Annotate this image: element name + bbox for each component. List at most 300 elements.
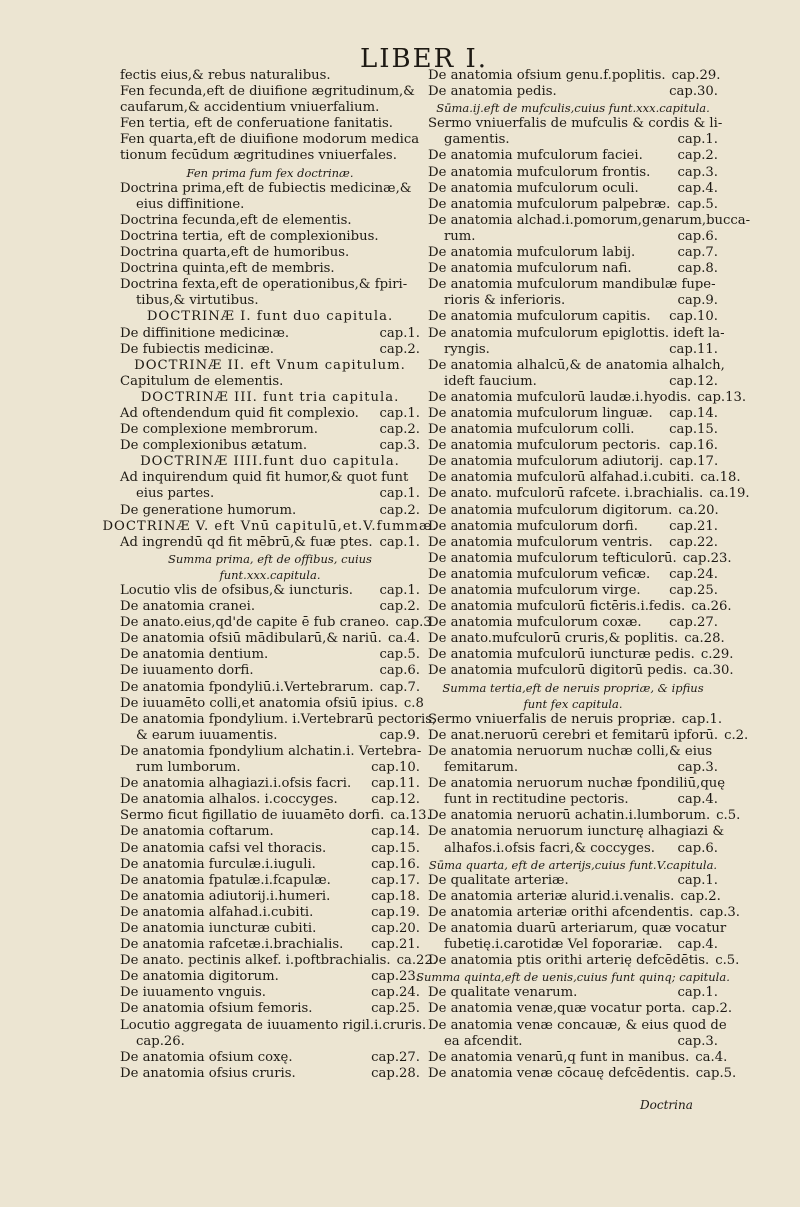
toc-entry-text: De anatomia coftarum. — [120, 824, 274, 840]
chapter-ref: ca.30. — [693, 663, 734, 679]
toc-entry-text: Locutio vlis de ofsibus,& iuncturis. — [120, 583, 354, 598]
toc-entry-text: De anatomia alfahad.i.cubiti. — [120, 904, 314, 920]
toc-line — [120, 486, 420, 502]
toc-line — [120, 197, 420, 213]
chapter-ref: ca.13. — [390, 808, 431, 824]
chapter-ref: cap.3. — [677, 1033, 718, 1049]
toc-entry-text: De anatomia iuncturæ cubiti. — [120, 920, 317, 936]
toc-entry-text: De anatomia furculæ.i.iuguli. — [120, 856, 316, 872]
toc-line — [428, 953, 740, 969]
chapter-ref: cap.27. — [371, 1049, 420, 1065]
toc-line — [428, 229, 718, 245]
toc-entry-text: cap.26. — [136, 1033, 185, 1049]
chapter-ref: cap.24. — [669, 566, 718, 582]
chapter-ref: cap.10. — [371, 760, 420, 776]
chapter-ref: cap.15. — [669, 422, 718, 438]
toc-entry-text: alhafos.i.ofsis facri,& coccyges. — [444, 840, 655, 856]
toc-entry-text: De anatomia mufculorum veficæ. — [428, 566, 651, 582]
chapter-ref: cap.8. — [677, 261, 718, 277]
chapter-ref: cap.3. — [677, 760, 718, 776]
toc-entry-text: Summa quinta,eft de uenis,cuius funt quinq; capitula. — [416, 970, 730, 985]
toc-entry-text: ideft faucium. — [444, 373, 537, 389]
chapter-ref: cap.17. — [669, 454, 719, 470]
toc-entry-text: De complexionibus ætatum. — [120, 438, 308, 454]
toc-line — [120, 873, 420, 889]
toc-line — [120, 680, 420, 696]
toc-entry-text: De anatomia mufculorum adiutorij. — [428, 454, 664, 470]
chapter-ref: cap.21. — [669, 518, 718, 534]
toc-entry-text: De anatomia mufculorū digitorū pedis. — [428, 663, 688, 679]
toc-line — [120, 358, 420, 374]
toc-entry-text: De anatomia mufculorum coxæ. — [428, 615, 642, 631]
chapter-ref: c.2. — [724, 727, 749, 743]
toc-line — [428, 357, 725, 374]
chapter-ref: cap.1. — [677, 985, 718, 1001]
toc-entry-text: Sermo ficut figillatio de iuuamēto dorfi. — [120, 808, 385, 824]
toc-entry-text: DOCTRINÆ V. eft Vnū capitulū,et.V.fummæ. — [102, 518, 438, 534]
toc-line — [102, 518, 438, 535]
toc-line — [120, 132, 420, 148]
toc-line — [428, 519, 718, 535]
toc-line — [120, 277, 420, 293]
chapter-ref: ca.19. — [709, 486, 750, 502]
toc-entry-text: De anatomia arteriæ orithi afcendentis. — [428, 904, 694, 920]
chapter-ref: ca.4. — [387, 631, 420, 647]
toc-line — [120, 293, 420, 309]
toc-line — [428, 212, 751, 229]
toc-line — [120, 68, 420, 84]
chapter-ref: cap.12. — [669, 373, 718, 389]
toc-line — [428, 808, 741, 824]
toc-line — [120, 503, 420, 519]
toc-line — [428, 84, 718, 100]
chapter-ref: cap.2. — [680, 888, 721, 904]
toc-entry-text: tibus,& virtutibus. — [136, 293, 259, 309]
chapter-ref: cap.2. — [379, 502, 420, 518]
toc-entry-text: De anatomia venæ cōcauę defcēdentis. — [428, 1065, 690, 1081]
toc-entry-text: De anatomia mufculorum labij. — [428, 245, 636, 261]
toc-line — [428, 1065, 737, 1082]
toc-entry-text: De anatomia ofsius cruris. — [120, 1065, 296, 1081]
toc-entry-text: De anatomia ofsiū mādibularū,& nariū. — [120, 631, 382, 647]
chapter-ref: cap.2. — [379, 599, 420, 615]
chapter-ref: c.8 — [403, 695, 424, 711]
toc-line — [120, 599, 420, 615]
toc-entry-text: De anato.eius,qd'de capite ē fub craneo. — [120, 615, 390, 631]
chapter-ref: cap.2. — [691, 1001, 733, 1017]
toc-line — [120, 116, 420, 132]
toc-line — [120, 776, 420, 792]
toc-entry-text: De anato.mufculorū cruris,& poplitis. — [428, 631, 679, 647]
toc-line — [428, 181, 718, 197]
toc-line — [428, 904, 740, 921]
chapter-ref: cap.1. — [379, 534, 420, 550]
toc-entry-text: De anatomia mufculorū laudæ.i.hyodis. — [428, 389, 692, 405]
toc-entry-text: De anatomia fpatulæ.i.fcapulæ. — [120, 872, 331, 888]
toc-line — [120, 1050, 420, 1066]
toc-line — [120, 309, 420, 325]
toc-entry-text: funt fex capitula. — [523, 696, 623, 711]
toc-entry-text: De anatomia venæ concauæ, & eius quod de — [428, 1017, 727, 1033]
toc-entry-text: De anatomia mufculorum frontis. — [428, 164, 651, 180]
toc-entry-text: Doctrina tertia, eft de complexionibus. — [120, 228, 379, 244]
chapter-ref: cap.11. — [669, 341, 718, 357]
toc-entry-text: Summa tertia,eft de neruis propriæ, & ipfius — [442, 680, 704, 695]
toc-line — [120, 84, 420, 100]
toc-entry-text: De anatomia alchad.i.pomorum,genarum,bucca- — [428, 212, 751, 228]
toc-entry-text: fectis eius,& rebus naturalibus. — [120, 68, 331, 83]
toc-entry-text: De qualitate venarum. — [428, 985, 578, 1001]
toc-line — [428, 454, 718, 470]
toc-entry-text: ea afcendit. — [444, 1033, 523, 1049]
toc-line — [120, 711, 437, 728]
toc-entry-text: De anatomia neruorum nuchæ colli,& eius — [428, 743, 713, 759]
toc-line — [428, 920, 727, 937]
toc-line — [428, 374, 718, 390]
toc-line — [120, 841, 420, 857]
toc-line — [120, 261, 420, 277]
toc-entry-text: De anatomia mufculorum nafi. — [428, 261, 632, 277]
toc-entry-text: De anatomia fpondyliū.i.Vertebrarum. — [120, 679, 374, 695]
toc-line — [428, 293, 718, 309]
toc-entry-text: De anatomia alhalcū,& de anatomia alhalch, — [428, 357, 725, 373]
toc-line — [428, 599, 732, 615]
toc-entry-text: femitarum. — [444, 760, 519, 776]
chapter-ref: cap.4. — [677, 180, 718, 196]
toc-entry-text: De anatomia mufculorū alfahad.i.cubiti. — [428, 470, 695, 486]
toc-line — [120, 969, 420, 985]
toc-line — [120, 1017, 427, 1034]
toc-entry-text: De diffinitione medicinæ. — [120, 325, 290, 341]
toc-entry-text: De anato. pectinis alkef. i.poftbrachialis. — [120, 953, 391, 969]
toc-entry-text: De anatomia cafsi vel thoracis. — [120, 840, 327, 856]
chapter-ref: ca.28. — [684, 631, 725, 647]
toc-entry-text: Locutio aggregata de iuuamento rigil.i.cruris. — [120, 1017, 427, 1033]
toc-entry-text: De anatomia neruorum nuchæ fpondiliū,quę — [428, 776, 726, 792]
toc-entry-text: eius partes. — [136, 486, 215, 502]
toc-entry-text: Doctrina prima,eft de fubiectis medicinæ,& — [120, 180, 412, 196]
chapter-ref: cap.10. — [669, 309, 718, 325]
chapter-ref: cap.28. — [371, 1065, 420, 1081]
toc-line — [428, 470, 741, 486]
toc-entry-text: De anatomia alhagiazi.i.ofsis facri. — [120, 776, 352, 792]
toc-entry-text: De anatomia mufculorum linguæ. — [428, 405, 653, 421]
toc-line — [428, 503, 718, 519]
chapter-ref: cap.17. — [371, 872, 420, 888]
toc-line — [120, 937, 420, 953]
toc-line — [428, 696, 718, 712]
toc-line — [428, 325, 725, 342]
toc-line — [120, 181, 420, 197]
toc-line — [120, 744, 420, 760]
toc-line — [428, 776, 726, 792]
toc-line — [120, 631, 420, 647]
chapter-ref: cap.22. — [669, 534, 718, 550]
toc-line — [428, 100, 718, 116]
toc-entry-text: De anatomia venæ,quæ vocatur porta. — [428, 1001, 686, 1017]
toc-entry-text: DOCTRINÆ III. funt tria capitula. — [140, 389, 400, 405]
chapter-ref: cap.12. — [371, 792, 420, 808]
left-column — [102, 68, 438, 1082]
toc-entry-text: De anatomia mufculorum palpebræ. — [428, 196, 671, 212]
chapter-ref: ca.4. — [695, 1049, 728, 1065]
toc-line — [428, 277, 718, 293]
toc-line — [120, 422, 420, 438]
toc-line — [120, 100, 420, 116]
chapter-ref: cap.5. — [695, 1065, 737, 1081]
toc-entry-text: De anatomia ofsium femoris. — [120, 1001, 313, 1017]
toc-entry-text: De anatomia fpondylium alchatin.i. Vertebra- — [120, 743, 422, 759]
toc-line — [428, 567, 718, 583]
toc-entry-text: De complexione membrorum. — [120, 422, 318, 438]
toc-entry-text: De anatomia rafcetæ.i.brachialis. — [120, 937, 344, 953]
toc-line — [120, 245, 420, 261]
toc-line — [120, 567, 420, 583]
toc-entry-text: De anatomia dentium. — [120, 647, 269, 663]
toc-entry-text: De anato. mufculorū rafcete. i.brachialis. — [428, 486, 704, 502]
toc-entry-text: De anatomia arteriæ alurid.i.venalis. — [428, 888, 675, 904]
toc-entry-text: De anatomia mufculorum ventris. — [428, 534, 653, 550]
chapter-ref: cap.1. — [379, 486, 420, 502]
toc-entry-text: Summa prima, eft de offibus, cuius — [168, 551, 372, 566]
toc-line — [428, 261, 718, 277]
toc-entry-text: De anatomia mufculorum virge. — [428, 583, 641, 598]
chapter-ref: c.5. — [715, 953, 740, 969]
chapter-ref: ca.18. — [700, 470, 741, 486]
toc-line — [120, 390, 420, 406]
toc-entry-text: DOCTRINÆ I. funt duo capitula. — [146, 309, 394, 325]
chapter-ref: c.5. — [716, 808, 741, 824]
toc-line — [120, 792, 420, 808]
toc-entry-text: tionum fecūdum ægritudines vniuerfales. — [120, 148, 397, 164]
toc-entry-text: funt in rectitudine pectoris. — [444, 792, 629, 808]
toc-entry-text: De anatomia neruorum iuncturę alhagiazi & — [428, 824, 725, 840]
chapter-ref: cap.20. — [371, 920, 420, 936]
chapter-ref: cap.6. — [677, 840, 718, 856]
toc-entry-text: De anatomia mufculorum mandibulæ fupe- — [428, 277, 716, 293]
toc-line — [416, 969, 730, 985]
toc-line — [120, 229, 420, 245]
chapter-ref: cap.14. — [371, 824, 420, 840]
toc-line — [428, 148, 718, 164]
toc-entry-text: Fen quarta,eft de diuifione modorum medica — [120, 132, 420, 148]
chapter-ref: c.29. — [700, 647, 734, 663]
toc-entry-text: Sermo vniuerfalis de mufculis & cordis & li- — [428, 116, 723, 132]
toc-entry-text: De anatomia ofsium genu.f.poplitis. — [428, 68, 666, 83]
toc-entry-text: Doctrina fexta,eft de operationibus,& fpiri- — [120, 277, 408, 293]
toc-entry-text: De anatomia ofsium coxę. — [120, 1049, 293, 1065]
toc-entry-text: De anatomia mufculorū fictēris.i.fedis. — [428, 599, 686, 615]
chapter-ref: cap.14. — [669, 405, 718, 421]
toc-line — [120, 985, 420, 1001]
toc-entry-text: rioris & inferioris. — [444, 293, 566, 309]
toc-entry-text: De anatomia mufculorū iuncturæ pedis. — [428, 647, 695, 663]
toc-entry-text: Ad oftendendum quid fit complexio. — [120, 405, 359, 421]
toc-entry-text: De anatomia venarū,q funt in manibus. — [428, 1049, 690, 1065]
toc-line — [428, 389, 747, 406]
chapter-ref: cap.2. — [677, 148, 718, 164]
toc-entry-text: Doctrina quarta,eft de humoribus. — [120, 245, 350, 261]
toc-entry-text: De anatomia digitorum. — [120, 969, 279, 985]
chapter-ref: cap.11. — [371, 776, 420, 792]
chapter-ref: cap.16. — [669, 438, 718, 454]
toc-entry-text: Doctrina fecunda,eft de elementis. — [120, 212, 352, 228]
toc-entry-text: De anatomia pedis. — [428, 84, 557, 100]
toc-entry-text: Ad ingrendū qd fit mēbrū,& fuæ ptes. — [120, 534, 373, 550]
toc-line — [428, 744, 718, 760]
toc-entry-text: DOCTRINÆ II. eft Vnum capitulum. — [134, 357, 406, 373]
toc-line — [428, 792, 718, 808]
toc-line — [120, 342, 420, 358]
chapter-ref: cap.23. — [371, 969, 420, 985]
toc-entry-text: De anatomia mufculorum dorfi. — [428, 518, 638, 534]
chapter-ref: cap.3. — [379, 438, 420, 454]
toc-entry-text: & earum iuuamentis. — [136, 727, 278, 743]
toc-line — [428, 309, 718, 325]
toc-line — [120, 857, 420, 873]
chapter-ref: ca.22. — [396, 953, 438, 969]
toc-entry-text: De generatione humorum. — [120, 502, 297, 518]
toc-entry-text: De anatomia mufculorum faciei. — [428, 148, 643, 164]
chapter-ref: cap.16. — [371, 856, 420, 872]
page-header: LIBER I. — [360, 44, 488, 74]
chapter-ref: cap.2. — [379, 341, 420, 357]
chapter-ref: cap.1. — [379, 583, 420, 598]
chapter-ref: cap.5. — [379, 647, 420, 663]
toc-line — [428, 1049, 728, 1066]
toc-line — [120, 889, 420, 905]
toc-line — [120, 1034, 420, 1050]
catchword: Doctrina — [640, 1098, 693, 1112]
toc-line — [428, 197, 718, 213]
chapter-ref: cap.27. — [669, 615, 718, 631]
chapter-ref: cap.1. — [677, 872, 718, 888]
toc-entry-text: De anatomia cranei. — [120, 599, 256, 615]
toc-line — [428, 631, 725, 647]
toc-entry-text: caufarum,& accidentium vniuerfalium. — [120, 100, 380, 116]
toc-line — [428, 727, 749, 744]
chapter-ref: ca.26. — [691, 599, 732, 615]
chapter-ref: cap.9. — [379, 727, 420, 743]
toc-entry-text: De anat.neruorū cerebri et femitarū ipforū. — [428, 727, 719, 743]
toc-line — [428, 937, 718, 953]
toc-line — [120, 583, 420, 599]
toc-entry-text: eius diffinitione. — [136, 196, 245, 212]
toc-entry-text: Capitulum de elementis. — [120, 373, 284, 389]
toc-entry-text: De anatomia alhalos. i.coccyges. — [120, 792, 338, 808]
toc-line — [120, 953, 438, 969]
toc-entry-text: Fen tertia, eft de conferuatione fanitatis. — [120, 116, 393, 132]
toc-entry-text: gamentis. — [444, 132, 510, 148]
toc-line — [428, 857, 718, 873]
toc-line — [428, 342, 718, 358]
toc-line — [428, 841, 718, 857]
chapter-ref: cap.13. — [697, 389, 747, 405]
toc-entry-text: Sūma.ij.eft de mufculis,cuius funt.xxx.capitula. — [436, 101, 710, 116]
toc-line — [428, 406, 718, 422]
toc-entry-text: ryngis. — [444, 341, 490, 357]
chapter-ref: cap.15. — [371, 840, 420, 856]
toc-line — [428, 615, 718, 631]
chapter-ref: cap.6. — [677, 228, 718, 244]
chapter-ref: cap.1. — [677, 132, 718, 148]
toc-entry-text: De anatomia mufculorum oculi. — [428, 180, 639, 196]
toc-line — [428, 132, 718, 148]
chapter-ref: cap.7. — [677, 245, 718, 261]
toc-line — [120, 454, 420, 470]
chapter-ref: cap.4. — [677, 937, 718, 953]
chapter-ref: cap.2. — [379, 422, 420, 438]
chapter-ref: cap.7. — [379, 679, 421, 695]
toc-line — [120, 148, 420, 164]
chapter-ref: ca.20. — [678, 502, 719, 518]
chapter-ref: cap.3 — [395, 615, 432, 631]
chapter-ref: cap.9. — [677, 293, 718, 309]
toc-entry-text: De qualitate arteriæ. — [428, 872, 569, 888]
toc-entry-text: De anatomia mufculorum tefticulorū. — [428, 550, 677, 566]
toc-entry-text: De anatomia neruorū achatin.i.lumborum. — [428, 808, 711, 824]
chapter-ref: cap.30. — [669, 84, 718, 100]
toc-entry-text: De anatomia duarū arteriarum, quæ vocatur — [428, 920, 727, 936]
toc-line — [120, 695, 424, 712]
toc-entry-text: DOCTRINÆ IIII.funt duo capitula. — [140, 454, 400, 470]
toc-line — [428, 583, 718, 599]
toc-line — [120, 213, 420, 229]
toc-entry-text: De iuuamento dorfi. — [120, 663, 254, 679]
toc-line — [120, 1066, 420, 1082]
toc-line — [428, 535, 718, 551]
toc-line — [428, 116, 723, 132]
toc-line — [428, 824, 725, 840]
chapter-ref: cap.3. — [677, 164, 718, 180]
toc-line — [120, 728, 420, 744]
toc-line — [428, 68, 721, 84]
toc-line — [428, 888, 721, 905]
toc-entry-text: Ad inquirendum quid fit humor,& quot funt — [120, 470, 409, 486]
toc-entry-text: Doctrina quinta,eft de membris. — [120, 261, 335, 277]
toc-line — [428, 663, 734, 679]
toc-line — [120, 326, 420, 342]
chapter-ref: cap.5. — [677, 196, 718, 212]
toc-line — [428, 1034, 718, 1050]
toc-line — [428, 245, 718, 261]
toc-entry-text: fubetię.i.carotidæ Vel foporariæ. — [444, 937, 663, 953]
toc-line — [428, 165, 718, 181]
chapter-ref: cap.4. — [677, 792, 718, 808]
toc-line — [120, 808, 431, 824]
toc-line — [120, 406, 420, 422]
toc-entry-text: De anatomia fpondylium. i.Vertebrarū pectoris, — [120, 711, 437, 727]
toc-line — [428, 760, 718, 776]
toc-line — [120, 438, 420, 454]
toc-entry-text: rum lumborum. — [136, 760, 241, 776]
chapter-ref: cap.29. — [671, 68, 721, 83]
chapter-ref: cap.18. — [371, 888, 420, 904]
toc-entry-text: De anatomia mufculorum epiglottis. ideft la- — [428, 325, 725, 341]
toc-line — [120, 374, 420, 390]
toc-line — [428, 1017, 727, 1034]
chapter-ref: cap.19. — [371, 904, 420, 920]
toc-line — [120, 905, 420, 921]
toc-line — [120, 760, 420, 776]
toc-line — [120, 615, 432, 631]
toc-line — [120, 535, 420, 551]
toc-entry-text: De anatomia mufculorum capitis. — [428, 309, 651, 325]
toc-entry-text: De fubiectis medicinæ. — [120, 341, 274, 357]
toc-entry-text: Fen fecunda,eft de diuifione ægritudinum,& — [120, 84, 415, 100]
toc-entry-text: De anatomia mufculorum colli. — [428, 422, 635, 438]
toc-line — [428, 422, 718, 438]
